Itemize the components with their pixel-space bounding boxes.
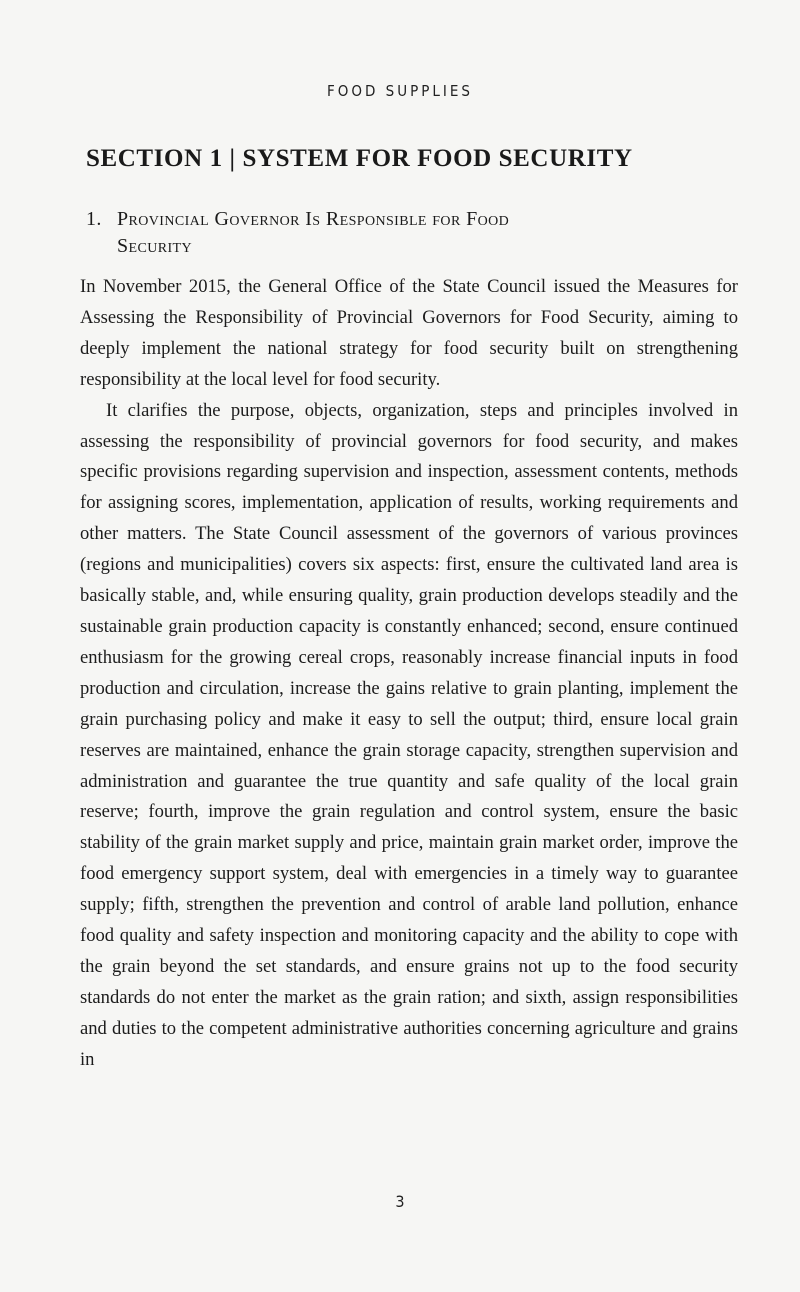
paragraph-2: It clarifies the purpose, objects, organization, steps and principles involved in assessing the responsibility of provincial governors for food security, and makes specific provisions regarding supervision and inspection, assessment contents, methods for assigning scores, implementation, application of results, working requirements and other matters. The State Council assessment of the governors of various provinces (regions and municipalities) covers six aspects: first, ensure the cultivated land area is basically stable, and, while ensuring quality, grain production develops steadily and the sustainable grain production capacity is constantly enhanced; second, ensure continued enthusiasm for the growing cereal crops, reasonably increase financial inputs in food production and circulation, increase the gains relative to grain planting, implement the grain purchasing policy and make it easy to sell the output; third, ensure local grain reserves are maintained, enhance the grain storage capacity, strengthen supervision and administration and guarantee the true quantity and safe quality of the local grain reserve; fourth, improve the grain regulation and control system, ensure the basic stability of the grain market supply and price, maintain grain market order, improve the food emergency support system, deal with emergencies in a timely way to guarantee supply; fifth, strengthen the prevention and control of arable land pollution, enhance food quality and safety inspection and monitoring capacity and the ability to cope with the grain beyond the set standards, and ensure grains not up to the food security standards do not enter the market as the grain ration; and sixth, assign responsibilities and duties to the competent administrative authorities concerning agriculture and grains in <box>80 399 738 1070</box>
page-number: 3 <box>395 1192 405 1211</box>
subsection-title-line1: Provincial Governor Is Responsible for Food <box>117 208 510 230</box>
subsection-heading <box>86 206 706 260</box>
subsection-number: 1. <box>86 208 102 230</box>
body-text <box>80 272 738 1076</box>
running-head: FOOD SUPPLIES <box>327 82 473 100</box>
paragraph-1: In November 2015, the General Office of the State Council issued the Measures for Assessing the Responsibility of Provincial Governors for Food Security, aiming to deeply implement the national strategy for food security built on strengthening responsibility at the local level for food security. <box>80 276 738 390</box>
subsection-title-line2: Security <box>117 235 192 257</box>
section-title: SECTION 1 | SYSTEM FOR FOOD SECURITY <box>86 145 633 172</box>
